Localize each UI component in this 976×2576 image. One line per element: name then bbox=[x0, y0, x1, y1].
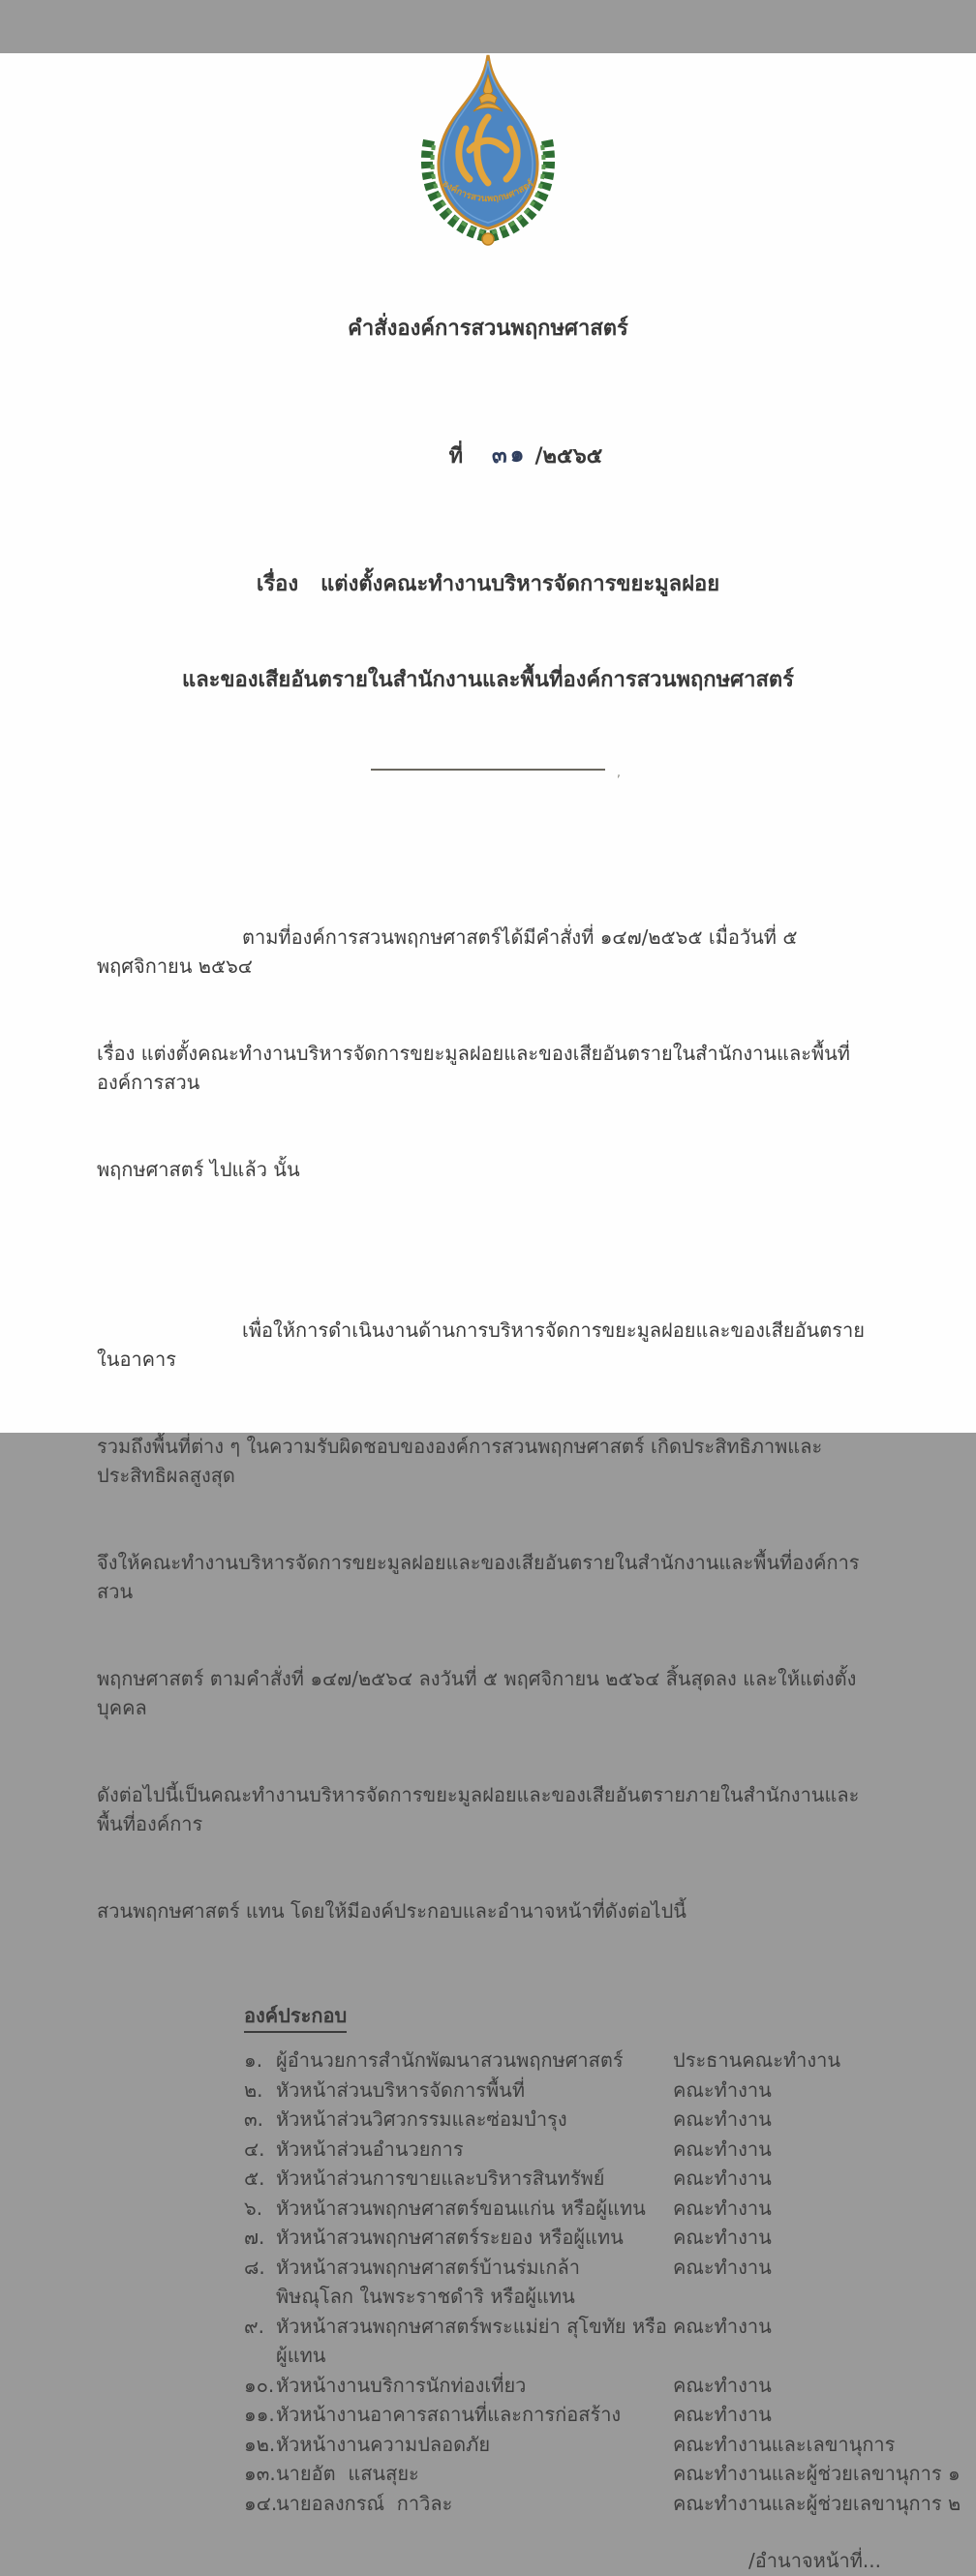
item-name: นายอลงกรณ์ กาวิละ bbox=[276, 2491, 453, 2515]
handwritten-order-number: ๓๑ bbox=[491, 440, 529, 470]
paragraph-line: ดังต่อไปนี้เป็นคณะทำงานบริหารจัดการขยะมูลฝอยและของเสียอันตรายภายในสำนักงานและพื้นที่องค์การ bbox=[97, 1783, 860, 1835]
item-role: คณะทำงาน bbox=[673, 2403, 772, 2426]
composition-list bbox=[0, 2046, 976, 2518]
composition-row bbox=[244, 2223, 976, 2253]
paragraph-line: เพื่อให้การดำเนินงานด้านการบริหารจัดการขยะมูลฝอยและของเสียอันตรายในอาคาร bbox=[97, 1318, 865, 1371]
order-title-block bbox=[0, 249, 976, 834]
item-name: หัวหน้าสวนพฤกษศาสตร์พระแม่ย่า สุโขทัย หรือผู้แทน bbox=[276, 2314, 667, 2367]
item-name: ผู้อำนวยการสำนักพัฒนาสวนพฤกษศาสตร์ bbox=[276, 2048, 624, 2072]
item-name: หัวหน้าสวนพฤกษศาสตร์บ้านร่มเกล้า bbox=[276, 2255, 581, 2279]
paragraph-2 bbox=[97, 1258, 883, 1984]
paragraph-line: พฤกษศาสตร์ ไปแล้ว นั้น bbox=[97, 1158, 300, 1181]
item-name: หัวหน้างานความปลอดภัย bbox=[276, 2432, 491, 2456]
item-number: ๕. bbox=[244, 2167, 265, 2190]
item-role: คณะทำงานและผู้ช่วยเลขานุการ ๒ bbox=[673, 2491, 961, 2515]
item-name: นายอัต แสนสุยะ bbox=[276, 2462, 419, 2485]
organization-seal bbox=[402, 53, 574, 247]
item-number: ๑. bbox=[244, 2048, 263, 2072]
item-name: หัวหน้าส่วนอำนวยการ bbox=[276, 2137, 464, 2161]
item-role: ประธานคณะทำงาน bbox=[673, 2048, 841, 2072]
item-number: ๑๐. bbox=[244, 2373, 275, 2397]
item-name: หัวหน้าสวนพฤกษศาสตร์ระยอง หรือผู้แทน bbox=[276, 2226, 624, 2249]
item-number: ๗. bbox=[244, 2226, 265, 2249]
item-role: คณะทำงาน bbox=[673, 2373, 772, 2397]
item-name: หัวหน้าสวนพฤกษศาสตร์ขอนแก่น หรือผู้แทน bbox=[276, 2196, 646, 2220]
svg-text:องค์การสวนพฤกษศาสตร์: องค์การสวนพฤกษศาสตร์ bbox=[440, 178, 536, 205]
order-title: คำสั่งองค์การสวนพฤกษศาสตร์ bbox=[348, 317, 628, 341]
composition-row bbox=[244, 2371, 976, 2401]
item-role: คณะทำงาน bbox=[673, 2196, 772, 2220]
composition-row bbox=[244, 2253, 976, 2312]
item-number: ๖. bbox=[244, 2196, 263, 2220]
composition-row bbox=[244, 2312, 976, 2371]
paragraph-line: ตามที่องค์การสวนพฤกษศาสตร์ได้มีคำสั่งที่ ๑๔๗/๒๕๖๕ เมื่อวันที่ ๕ พฤศจิกายน ๒๕๖๔ bbox=[97, 925, 804, 978]
paragraph-line: จึงให้คณะทำงานบริหารจัดการขยะมูลฝอยและของเสียอันตรายในสำนักงานและพื้นที่องค์การสวน bbox=[97, 1551, 860, 1603]
order-number-prefix: ที่ bbox=[448, 444, 464, 469]
title-divider bbox=[371, 766, 621, 780]
composition-row bbox=[244, 2164, 976, 2194]
item-role: คณะทำงาน bbox=[673, 2226, 772, 2249]
item-role: คณะทำงานและเลขานุการ bbox=[673, 2432, 896, 2456]
composition-row bbox=[244, 2076, 976, 2106]
item-number: ๑๑. bbox=[244, 2403, 275, 2426]
composition-heading: องค์ประกอบ bbox=[244, 2001, 976, 2033]
item-name: หัวหน้าส่วนการขายและบริหารสินทรัพย์ bbox=[276, 2167, 605, 2190]
item-role: คณะทำงาน bbox=[673, 2107, 772, 2131]
order-subject-line-2: และของเสียอันตรายในสำนักงานและพื้นที่องค์การสวนพฤกษศาสตร์ bbox=[182, 668, 794, 692]
scanned-order-document bbox=[0, 53, 976, 2572]
paragraph-line: รวมถึงพื้นที่ต่าง ๆ ในความรับผิดชอบขององค์การสวนพฤกษศาสตร์ เกิดประสิทธิภาพและประสิทธิผลสูงสุด bbox=[97, 1435, 823, 1487]
item-name: หัวหน้าส่วนบริหารจัดการพื้นที่ bbox=[276, 2077, 526, 2102]
order-number-year: /๒๕๖๕ bbox=[534, 444, 603, 469]
item-role: คณะทำงาน bbox=[673, 2077, 772, 2102]
item-name: หัวหน้าส่วนวิศวกรรมและซ่อมบำรุง bbox=[276, 2107, 567, 2131]
order-number-line bbox=[0, 409, 976, 504]
item-role: คณะทำงาน bbox=[673, 2314, 772, 2338]
organization-seal-graphic bbox=[402, 53, 574, 247]
item-role: คณะทำงาน bbox=[673, 2255, 772, 2279]
composition-row bbox=[244, 2459, 976, 2489]
composition-row bbox=[244, 2135, 976, 2165]
item-number: ๓. bbox=[244, 2107, 264, 2131]
order-subject-line-1: เรื่อง แต่งตั้งคณะทำงานบริหารจัดการขยะมูลฝอย bbox=[256, 572, 720, 596]
item-role: คณะทำงานและผู้ช่วยเลขานุการ ๑ bbox=[673, 2462, 961, 2485]
item-number: ๙. bbox=[244, 2314, 265, 2338]
scan-artifact-mark: , bbox=[616, 766, 621, 780]
composition-row bbox=[244, 2194, 976, 2224]
paragraph-line: พฤกษศาสตร์ ตามคำสั่งที่ ๑๔๗/๒๕๖๔ ลงวันที่ ๕ พฤศจิกายน ๒๕๖๔ สิ้นสุดลง และให้แต่งตั้งบุคคล bbox=[97, 1667, 857, 1719]
item-number: ๑๓. bbox=[244, 2462, 276, 2485]
item-number: ๑๔. bbox=[244, 2491, 278, 2515]
composition-row bbox=[244, 2046, 976, 2076]
paragraph-line: เรื่อง แต่งตั้งคณะทำงานบริหารจัดการขยะมูลฝอยและของเสียอันตรายในสำนักงานและพื้นที่องค์การสวน bbox=[97, 1042, 850, 1094]
item-role: คณะทำงาน bbox=[673, 2167, 772, 2190]
composition-row bbox=[244, 2430, 976, 2460]
composition-row bbox=[244, 2105, 976, 2135]
item-number: ๒. bbox=[244, 2077, 263, 2102]
item-number: ๘. bbox=[244, 2255, 265, 2279]
item-role: คณะทำงาน bbox=[673, 2137, 772, 2161]
item-number: ๔. bbox=[244, 2137, 265, 2161]
item-name: หัวหน้างานบริการนักท่องเที่ยว bbox=[276, 2373, 527, 2397]
paragraph-line: สวนพฤกษศาสตร์ แทน โดยให้มีองค์ประกอบและอำนาจหน้าที่ดังต่อไปนี้ bbox=[97, 1899, 686, 1923]
item-name-continuation: พิษณุโลก ในพระราชดำริ หรือผู้แทน bbox=[276, 2285, 575, 2308]
item-name: หัวหน้างานอาคารสถานที่และการก่อสร้าง bbox=[276, 2403, 622, 2426]
page-continuation-note: /อำนาจหน้าที่... bbox=[748, 2549, 881, 2572]
composition-row bbox=[244, 2400, 976, 2430]
composition-row bbox=[244, 2489, 976, 2519]
item-number: ๑๒. bbox=[244, 2432, 276, 2456]
paragraph-1 bbox=[97, 864, 883, 1242]
